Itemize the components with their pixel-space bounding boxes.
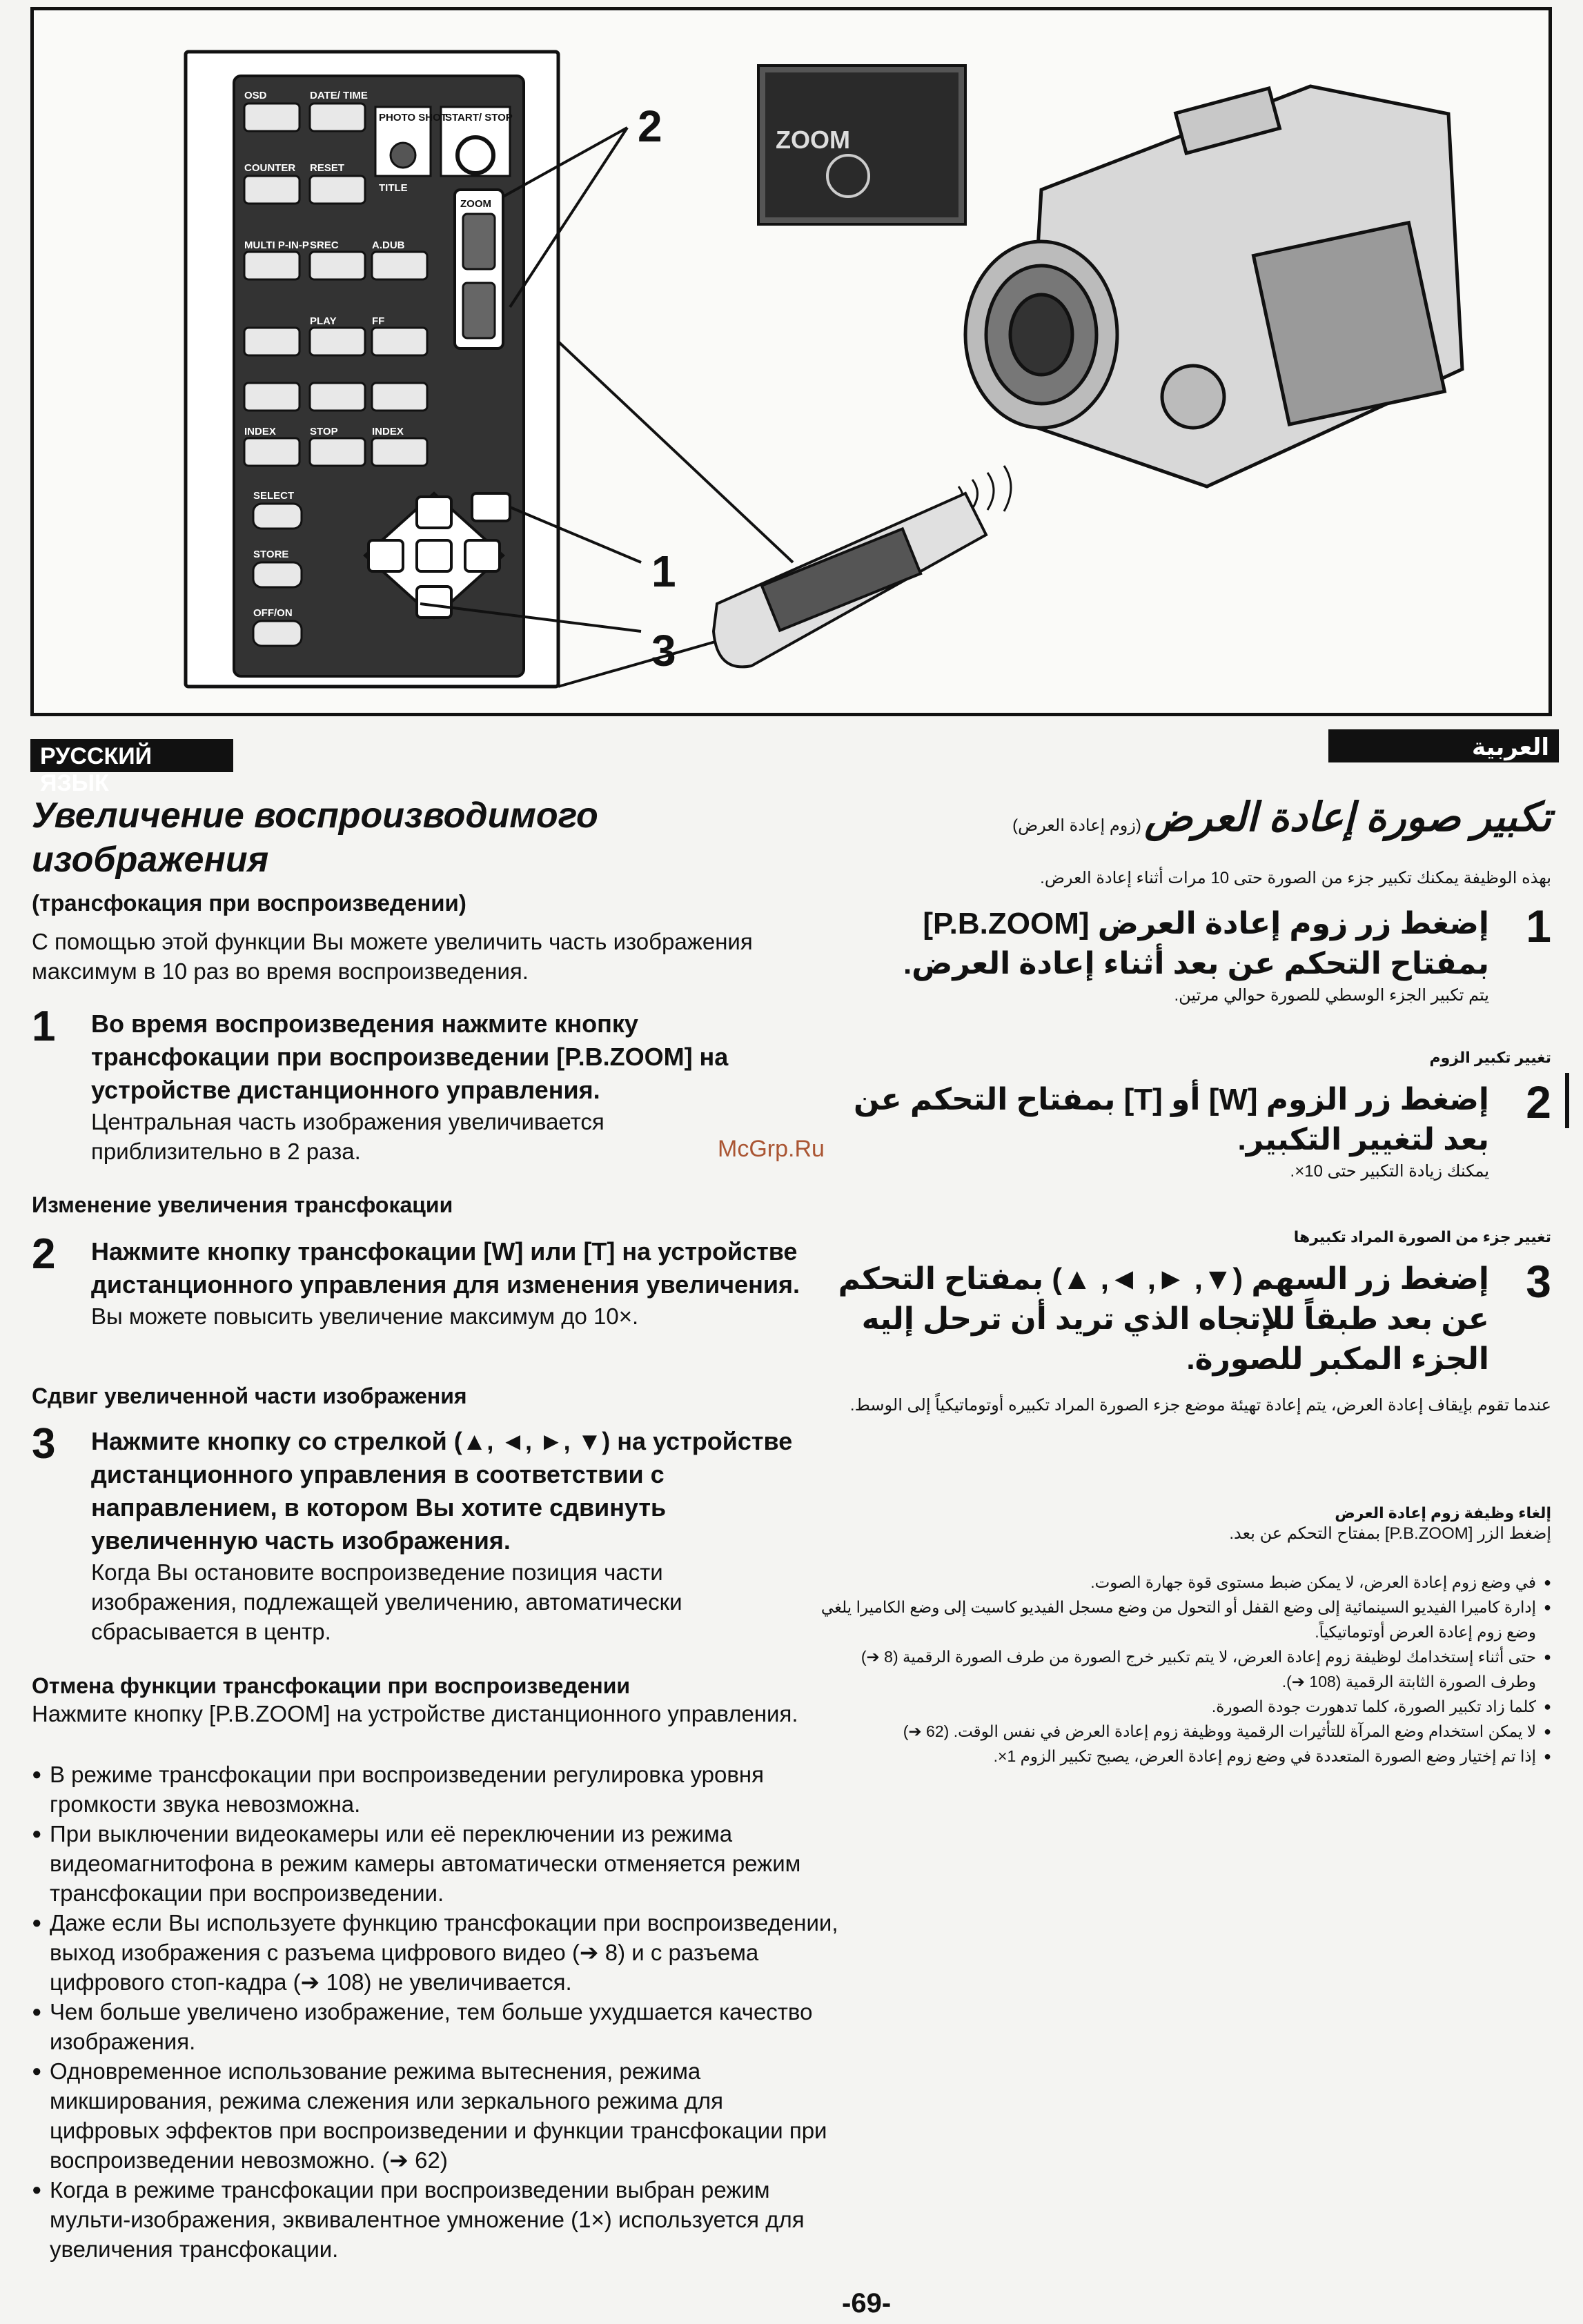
ru-step-2-note: Вы можете повысить увеличение максимум до 10×.	[91, 1303, 639, 1329]
ru-step-3-number: 3	[32, 1420, 56, 1468]
ru-heading-change-zoom: Изменение увеличения трансфокации	[32, 1192, 453, 1217]
ru-title-text: Увеличение воспроизводимого изображения	[32, 796, 598, 880]
remote-label-reset: RESET	[310, 162, 345, 174]
ru-note-item: ● Когда в режиме трансфокации при воспроизведении выбран режим мульти-изображения, эквивалентное умножение (1×) используется для увеличения трансфокации.	[32, 2175, 839, 2264]
ru-step-2	[32, 1230, 839, 1331]
ru-step-3-instruction: Нажмите кнопку со стрелкой (▲, ◄, ►, ▼) на устройстве дистанционного управления в соответствии с направлением, в котором Вы хотите сдвинуть увеличенную часть изображения.	[91, 1427, 793, 1555]
ar-intro: بهذه الوظيفة يمكنك تكبير جزء من الصورة حتى 10 مرات أثناء إعادة العرض.	[1040, 869, 1551, 887]
ru-subtitle: (трансфокация при воспроизведении)	[32, 890, 466, 916]
margin-marker	[1565, 1073, 1569, 1128]
ru-step-1-instruction: Во время воспроизведения нажмите кнопку трансфокации при воспроизведении [P.B.ZOOM] на устройстве дистанционного управления.	[91, 1010, 729, 1104]
ru-heading-shift-part: Сдвиг увеличенной части изображения	[32, 1383, 467, 1408]
remote-label-multi: MULTI P-IN-P	[244, 239, 309, 251]
ar-title-text: تكبير صورة إعادة العرض	[1144, 795, 1551, 840]
remote-label-off-on: OFF/ON	[253, 607, 293, 619]
ru-note-item: ● В режиме трансфокации при воспроизведении регулировка уровня громкости звука невозможна.	[32, 1760, 839, 1819]
remote-label-photo-shot: PHOTO SHOT	[379, 112, 447, 124]
ru-title	[32, 794, 839, 882]
ar-note-item: ● حتى أثناء إستخدامك لوظيفة زوم إعادة العرض، لا يتم تكبير خرج الصورة من طرف الصورة الرقمية (8 ➔) وطرف الصورة الثابتة الرقمية (108 ➔).	[820, 1644, 1551, 1694]
callout-1: 1	[651, 546, 676, 596]
language-tag-arabic: العربية	[1328, 729, 1559, 762]
ru-cancel-heading: Отмена функции трансфокации при воспроизведении	[32, 1673, 631, 1698]
callout-3: 3	[651, 626, 676, 676]
remote-label-select: SELECT	[253, 490, 295, 502]
ru-note-item: ● Одновременное использование режима вытеснения, режима микширования, режима слежения или зеркального режима для цифровых эффектов при воспроизведении и функции трансфокации при воспроизведении невозможно. (➔ 62)	[32, 2056, 839, 2175]
remote-label-index-right: INDEX	[372, 426, 404, 437]
ru-intro: С помощью этой функции Вы можете увеличить часть изображения максимум в 10 раз во время воспроизведения.	[32, 929, 753, 984]
language-tag-russian: РУССКИЙ ЯЗЫК	[30, 739, 233, 772]
ru-cancel-section	[32, 1673, 839, 1729]
remote-label-zoom: ZOOM	[460, 198, 491, 210]
ar-cancel-heading: إلغاء وظيفة زوم إعادة العرض	[1335, 1504, 1551, 1522]
ar-note-item: ● لا يمكن استخدام وضع المرآة للتأثيرات الرقمية ووظيفة زوم إعادة العرض في نفس الوقت. (62 ➔)	[820, 1719, 1551, 1744]
ru-step-2-number: 2	[32, 1230, 56, 1278]
ru-step-1	[32, 1003, 839, 1166]
ru-step-3-note: Когда Вы остановите воспроизведение позиция части изображения, подлежащей увеличению, автоматически сбрасывается в центр.	[91, 1559, 682, 1644]
ar-step-2-instruction: إضغط زر الزوم [W] أو [T] بمفتاح التحكم عن بعد لتغيير التكبير.	[854, 1083, 1489, 1156]
ar-step-2	[820, 1076, 1551, 1183]
ar-cancel-section	[820, 1504, 1551, 1546]
ar-heading-shift-part: تغيير جزء من الصورة المراد تكبيرها	[1293, 1228, 1551, 1245]
screen-zoom-label: ZOOM	[776, 126, 850, 154]
ru-step-1-note: Центральная часть изображения увеличивается приблизительно в 2 раза.	[91, 1109, 604, 1164]
ru-step-2-instruction: Нажмите кнопку трансфокации [W] или [T] на устройстве дистанционного управления для изменения увеличения.	[91, 1237, 800, 1299]
ru-note-item: ● При выключении видеокамеры или её переключении из режима видеомагнитофона в режим камеры автоматически отменяется режим трансфокации при воспроизведении.	[32, 1819, 839, 1908]
remote-label-counter: COUNTER	[244, 162, 296, 174]
ar-heading-change-zoom: تغيير تكبير الزوم	[1429, 1049, 1551, 1066]
remote-label-ff: FF	[372, 315, 385, 327]
ar-step-1-number: 1	[1526, 900, 1551, 952]
ru-cancel-text: Нажмите кнопку [P.B.ZOOM] на устройстве дистанционного управления.	[32, 1701, 798, 1726]
ar-note-item: ● في وضع زوم إعادة العرض، لا يمكن ضبط مستوى قوة جهارة الصوت.	[820, 1570, 1551, 1595]
ar-step-1-note: يتم تكبير الجزء الوسطي للصورة حوالي مرتين.	[1174, 986, 1489, 1005]
remote-label-srec: SREC	[310, 239, 339, 251]
ar-step-1-instruction: إضغط زر زوم إعادة العرض [P.B.ZOOM] بمفتاح التحكم عن بعد أثناء إعادة العرض.	[903, 907, 1489, 981]
remote-label-adub: A.DUB	[372, 239, 405, 251]
illustration-frame	[30, 7, 1552, 716]
remote-label-stop: STOP	[310, 426, 338, 437]
ar-note-item: ● إذا تم إختيار وضع الصورة المتعددة في وضع زوم إعادة العرض، يصبح تكبير الزوم 1×.	[820, 1744, 1551, 1769]
ar-note-item: ● كلما زاد تكبير الصورة، كلما تدهورت جودة الصورة.	[820, 1694, 1551, 1719]
ar-step-3-number: 3	[1526, 1256, 1551, 1307]
ar-step-3-instruction: إضغط زر السهم (▼, ►, ◄, ▲) بمفتاح التحكم عن بعد طبقاً للإتجاه الذي تريد أن ترحل إليه الجزء المكبر للصورة.	[838, 1262, 1489, 1376]
remote-label-start-stop: START/ STOP	[445, 112, 513, 124]
page-number: -69-	[842, 2288, 892, 2318]
ar-step-2-note: يمكنك زيادة التكبير حتى 10×.	[1290, 1162, 1489, 1181]
remote-label-index-left: INDEX	[244, 426, 276, 437]
callout-2: 2	[638, 101, 662, 151]
ar-step-2-number: 2	[1526, 1076, 1551, 1127]
remote-label-store: STORE	[253, 549, 289, 560]
ar-step-3	[820, 1256, 1551, 1379]
ar-title	[820, 794, 1551, 840]
ru-note-item: ● Чем больше увеличено изображение, тем больше ухудшается качество изображения.	[32, 1997, 839, 2056]
ar-title-small: (زوم إعادة العرض)	[1012, 816, 1141, 835]
remote-label-title: TITLE	[379, 182, 408, 194]
remote-label-date-time: DATE/ TIME	[310, 90, 368, 101]
ru-step-3	[32, 1420, 839, 1646]
ar-step-3-note: عندما تقوم بإيقاف إعادة العرض، يتم إعادة تهيئة موضع جزء الصورة المراد تكبيره أوتوماتيكياً إلى الوسط.	[849, 1396, 1551, 1415]
ru-step-1-number: 1	[32, 1003, 56, 1050]
camcorder-remote-illustration	[34, 10, 1548, 713]
ru-notes	[32, 1760, 839, 2264]
remote-label-play: PLAY	[310, 315, 337, 327]
watermark-text: McGrp.Ru	[718, 1136, 825, 1162]
ar-notes	[820, 1570, 1551, 1769]
ar-step-1	[820, 900, 1551, 1007]
remote-label-osd: OSD	[244, 90, 267, 101]
ar-cancel-text: إضغط الزر [P.B.ZOOM] بمفتاح التحكم عن بعد.	[1229, 1524, 1551, 1543]
ru-note-item: ● Даже если Вы используете функцию трансфокации при воспроизведении, выход изображения с разъема цифрового видео (➔ 8) и с разъема цифрового стоп-кадра (➔ 108) не увеличивается.	[32, 1908, 839, 1997]
ar-note-item: ● إدارة كاميرا الفيديو السينمائية إلى وضع القفل أو التحول من وضع مسجل الفيديو كاسيت إلى وضع الكاميرا يلغي وضع زوم إعادة العرض أوتوماتيكياً.	[820, 1595, 1551, 1644]
